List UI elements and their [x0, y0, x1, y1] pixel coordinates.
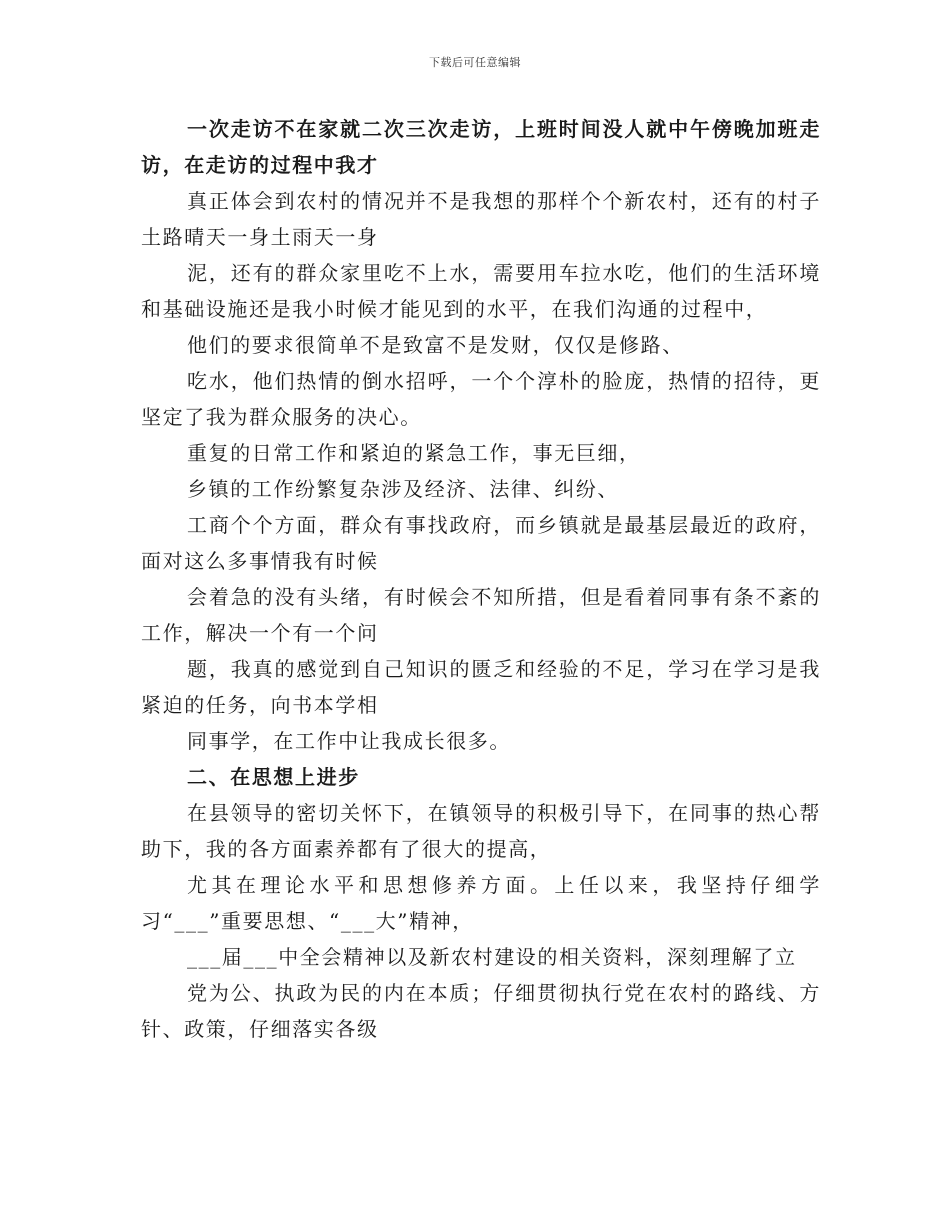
paragraph: 工商个个方面，群众有事找政府，而乡镇就是最基层最近的政府，面对这么多事情我有时候	[141, 513, 821, 573]
paragraph: 乡镇的工作纷繁复杂涉及经济、法律、纠纷、	[187, 477, 619, 501]
paragraph: 会着急的没有头绪，有时候会不知所措，但是看着同事有条不紊的工作，解决一个有一个问	[141, 585, 821, 645]
paragraph: 泥，还有的群众家里吃不上水，需要用车拉水吃，他们的生活环境和基础设施还是我小时候才能见到的水平，在我们沟通的过程中，	[141, 261, 821, 321]
paragraph: 真正体会到农村的情况并不是我想的那样个个新农村，还有的村子土路晴天一身土雨天一身	[141, 189, 821, 249]
paragraph: 题，我真的感觉到自己知识的匮乏和经验的不足，学习在学习是我紧迫的任务，向书本学相	[141, 657, 821, 717]
paragraph: 重复的日常工作和紧迫的紧急工作，事无巨细，	[187, 441, 641, 465]
page-header: 下载后可任意编辑	[429, 56, 521, 69]
paragraph: 一次走访不在家就二次三次走访，上班时间没人就中午傍晚加班走访，在走访的过程中我才	[141, 117, 821, 177]
paragraph: ___届___中全会精神以及新农村建设的相关资料，深刻理解了立	[187, 945, 797, 969]
paragraph: 在县领导的密切关怀下，在镇领导的积极引导下，在同事的热心帮助下，我的各方面素养都有了很大的提高，	[141, 801, 821, 861]
paragraph: 吃水，他们热情的倒水招呼，一个个淳朴的脸庞，热情的招待，更坚定了我为群众服务的决心。	[141, 369, 821, 429]
section-heading: 二、在思想上进步	[187, 765, 360, 789]
document-body	[141, 111, 821, 1047]
paragraph: 尤其在理论水平和思想修养方面。上任以来，我坚持仔细学习“___”重要思想、“___大”精神，	[141, 873, 821, 933]
paragraph: 党为公、执政为民的内在本质；仔细贯彻执行党在农村的路线、方针、政策，仔细落实各级	[141, 981, 821, 1041]
paragraph: 同事学，在工作中让我成长很多。	[187, 729, 511, 753]
paragraph: 他们的要求很简单不是致富不是发财，仅仅是修路、	[187, 333, 684, 357]
